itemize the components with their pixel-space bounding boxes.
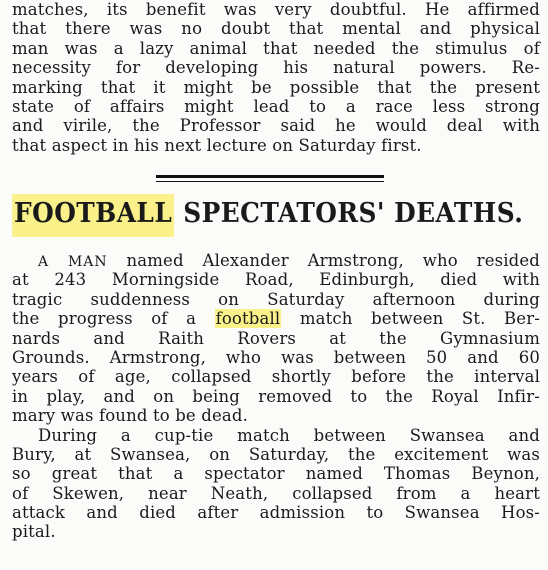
text-line: necessity for developing his natural powers. Re-: [12, 58, 540, 78]
section-divider-thin: [156, 181, 384, 182]
text-span: the progress of a: [12, 309, 215, 329]
text-line: mary was found to be dead.: [12, 406, 248, 426]
text-line: that there was no doubt that mental and physical: [12, 19, 540, 39]
lead-words: A MAN: [38, 254, 108, 270]
text-line: marking that it might be possible that the present: [12, 77, 540, 97]
text-span: named Alexander Armstrong, who resided: [107, 251, 540, 270]
text-line: that aspect in his next lecture on Saturday first.: [12, 135, 422, 155]
text-line: Bury, at Swansea, on Saturday, the excitement was: [12, 444, 540, 464]
headline-rest: SPECTATORS' DEATHS.: [174, 198, 524, 229]
text-line: and virile, the Professor said he would deal with: [12, 116, 540, 136]
text-line: During a cup-tie match between Swansea and: [38, 425, 540, 445]
headline-highlighted-word: FOOTBALL: [12, 194, 174, 237]
section-divider-thick: [156, 175, 384, 178]
text-line: [12, 251, 540, 270]
text-line: years of age, collapsed shortly before the interval: [12, 367, 540, 387]
previous-article-paragraph: [12, 0, 540, 155]
article-body: [12, 251, 540, 542]
text-line: in play, and on being removed to the Royal Infir-: [12, 386, 540, 406]
text-line: state of affairs might lead to a race less strong: [12, 96, 540, 116]
article-headline: [14, 196, 524, 232]
text-line: matches, its benefit was very doubtful. He affirmed: [12, 0, 540, 19]
text-line: nards and Raith Rovers at the Gymnasium: [12, 328, 540, 348]
text-line: man was a lazy animal that needed the stimulus of: [12, 38, 540, 58]
inline-highlighted-word: football: [215, 309, 281, 329]
text-line: attack and died after admission to Swansea Hos-: [12, 503, 540, 523]
text-line: pital.: [12, 522, 56, 542]
text-line: of Skewen, near Neath, collapsed from a heart: [12, 483, 540, 503]
text-line: Grounds. Armstrong, who was between 50 and 60: [12, 347, 540, 367]
text-line: tragic suddenness on Saturday afternoon during: [12, 289, 540, 309]
text-line: so great that a spectator named Thomas Beynon,: [12, 464, 540, 484]
text-line: [12, 309, 540, 328]
text-span: match between St. Ber-: [281, 309, 540, 329]
text-line: at 243 Morningside Road, Edinburgh, died with: [12, 270, 540, 290]
